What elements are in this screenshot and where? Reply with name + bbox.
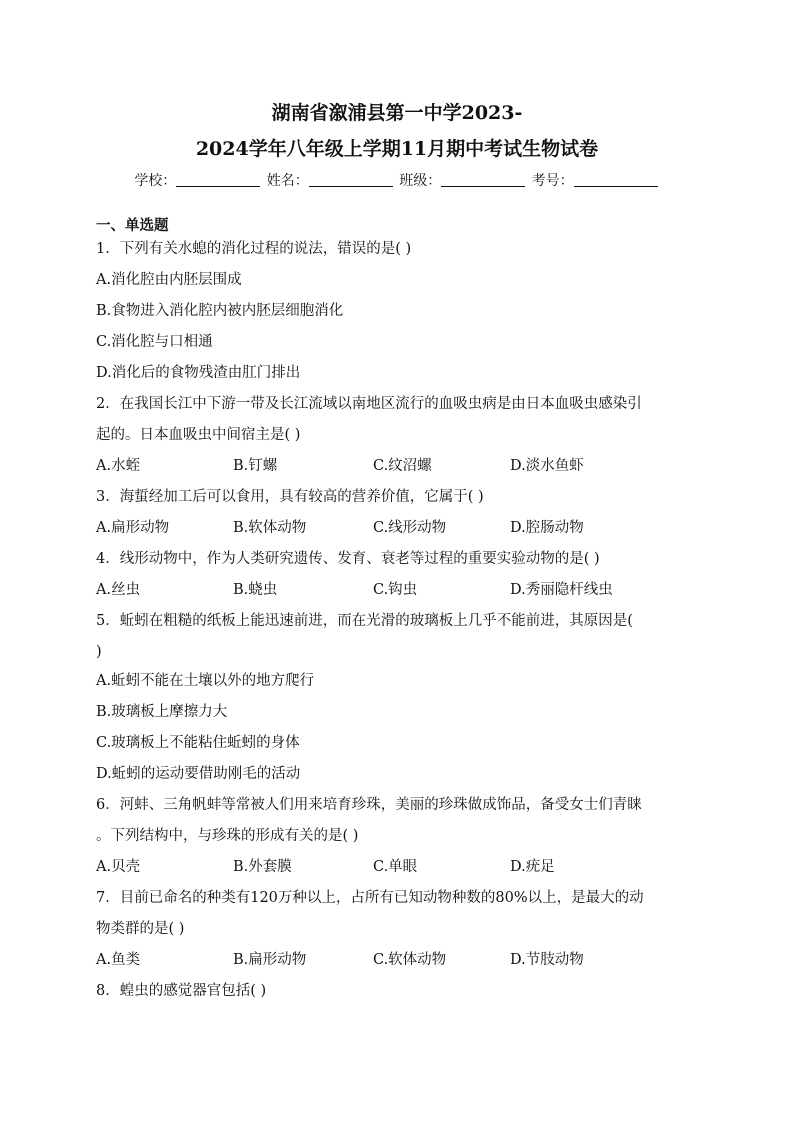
student-info-row xyxy=(0,172,794,190)
question-3-options xyxy=(96,518,656,538)
question-4-option-c: C.钩虫 xyxy=(373,582,418,598)
question-6-option-b: B.外套膜 xyxy=(233,859,292,875)
class-label: 班级： xyxy=(399,173,442,189)
question-1-stem: 1．下列有关水螅的消化过程的说法，错误的是( ) xyxy=(96,241,412,257)
question-7-option-d: D.节肢动物 xyxy=(510,952,584,968)
question-5-stem-line-2: ) xyxy=(96,644,102,660)
question-4-option-d: D.秀丽隐杆线虫 xyxy=(510,582,613,598)
question-8-stem: 8．蝗虫的感觉器官包括( ) xyxy=(96,983,267,999)
question-4-options xyxy=(96,580,656,600)
question-2-option-d: D.淡水鱼虾 xyxy=(510,458,584,474)
question-3-stem: 3．海蜇经加工后可以食用，具有较高的营养价值，它属于( ) xyxy=(96,489,484,505)
question-6-stem-line-2: 。下列结构中，与珍珠的形成有关的是( ) xyxy=(96,828,359,844)
question-7-stem-line-1: 7．目前已命名的种类有120万种以上，占所有已知动物种数的80%以上，是最大的动 xyxy=(96,890,644,906)
question-6-option-c: C.单眼 xyxy=(373,859,418,875)
question-3-option-c: C.线形动物 xyxy=(373,520,447,536)
name-label: 姓名： xyxy=(266,173,309,189)
question-4-stem: 4．线形动物中，作为人类研究遗传、发育、衰老等过程的重要实验动物的是( ) xyxy=(96,551,600,567)
exam-number-blank xyxy=(574,172,658,187)
question-7-option-c: C.软体动物 xyxy=(373,952,447,968)
question-2-option-b: B.钉螺 xyxy=(233,458,278,474)
question-2-stem-line-2: 起的。日本血吸虫中间宿主是( ) xyxy=(96,427,301,443)
question-3-option-d: D.腔肠动物 xyxy=(510,520,584,536)
question-7-option-a: A.鱼类 xyxy=(96,952,141,968)
exam-title-line-2: 2024学年八年级上学期11月期中考试生物试卷 xyxy=(195,138,599,160)
question-6-options xyxy=(96,857,656,877)
question-5-stem-line-1: 5．蚯蚓在粗糙的纸板上能迅速前进，而在光滑的玻璃板上几乎不能前进，其原因是( xyxy=(96,613,633,629)
exam-title-line-1: 湖南省溆浦县第一中学2023- xyxy=(271,102,523,124)
question-1-option-b: B.食物进入消化腔内被内胚层细胞消化 xyxy=(96,303,344,319)
question-1-option-c: C.消化腔与口相通 xyxy=(96,334,213,350)
question-7-stem-line-2: 物类群的是( ) xyxy=(96,921,185,937)
question-4-option-b: B.蛲虫 xyxy=(233,582,278,598)
question-6-option-a: A.贝壳 xyxy=(96,859,141,875)
question-2-option-c: C.纹沼螺 xyxy=(373,458,432,474)
question-2-option-a: A.水蛭 xyxy=(96,458,141,474)
question-5-option-d: D.蚯蚓的运动要借助刚毛的活动 xyxy=(96,766,301,782)
name-blank xyxy=(309,172,393,187)
class-blank xyxy=(441,172,525,187)
section-heading: 一、单选题 xyxy=(96,217,169,234)
question-1-option-a: A.消化腔由内胚层围成 xyxy=(96,272,242,288)
exam-number-label: 考号： xyxy=(531,173,574,189)
question-7-options xyxy=(96,950,656,970)
question-4-option-a: A.丝虫 xyxy=(96,582,141,598)
question-3-option-a: A.扁形动物 xyxy=(96,520,170,536)
question-1-option-d: D.消化后的食物残渣由肛门排出 xyxy=(96,365,301,381)
question-5-option-c: C.玻璃板上不能粘住蚯蚓的身体 xyxy=(96,735,300,751)
school-label: 学校： xyxy=(134,173,177,189)
school-blank xyxy=(176,172,260,187)
question-2-options xyxy=(96,456,656,476)
question-7-option-b: B.扁形动物 xyxy=(233,952,307,968)
question-6-stem-line-1: 6．河蚌、三角帆蚌等常被人们用来培育珍珠，美丽的珍珠做成饰品，备受女士们青睐 xyxy=(96,797,642,813)
question-5-option-b: B.玻璃板上摩擦力大 xyxy=(96,704,228,720)
question-3-option-b: B.软体动物 xyxy=(233,520,307,536)
question-2-stem-line-1: 2．在我国长江中下游一带及长江流域以南地区流行的血吸虫病是由日本血吸虫感染引 xyxy=(96,396,642,412)
question-5-option-a: A.蚯蚓不能在土壤以外的地方爬行 xyxy=(96,673,315,689)
question-6-option-d: D.疣足 xyxy=(510,859,555,875)
